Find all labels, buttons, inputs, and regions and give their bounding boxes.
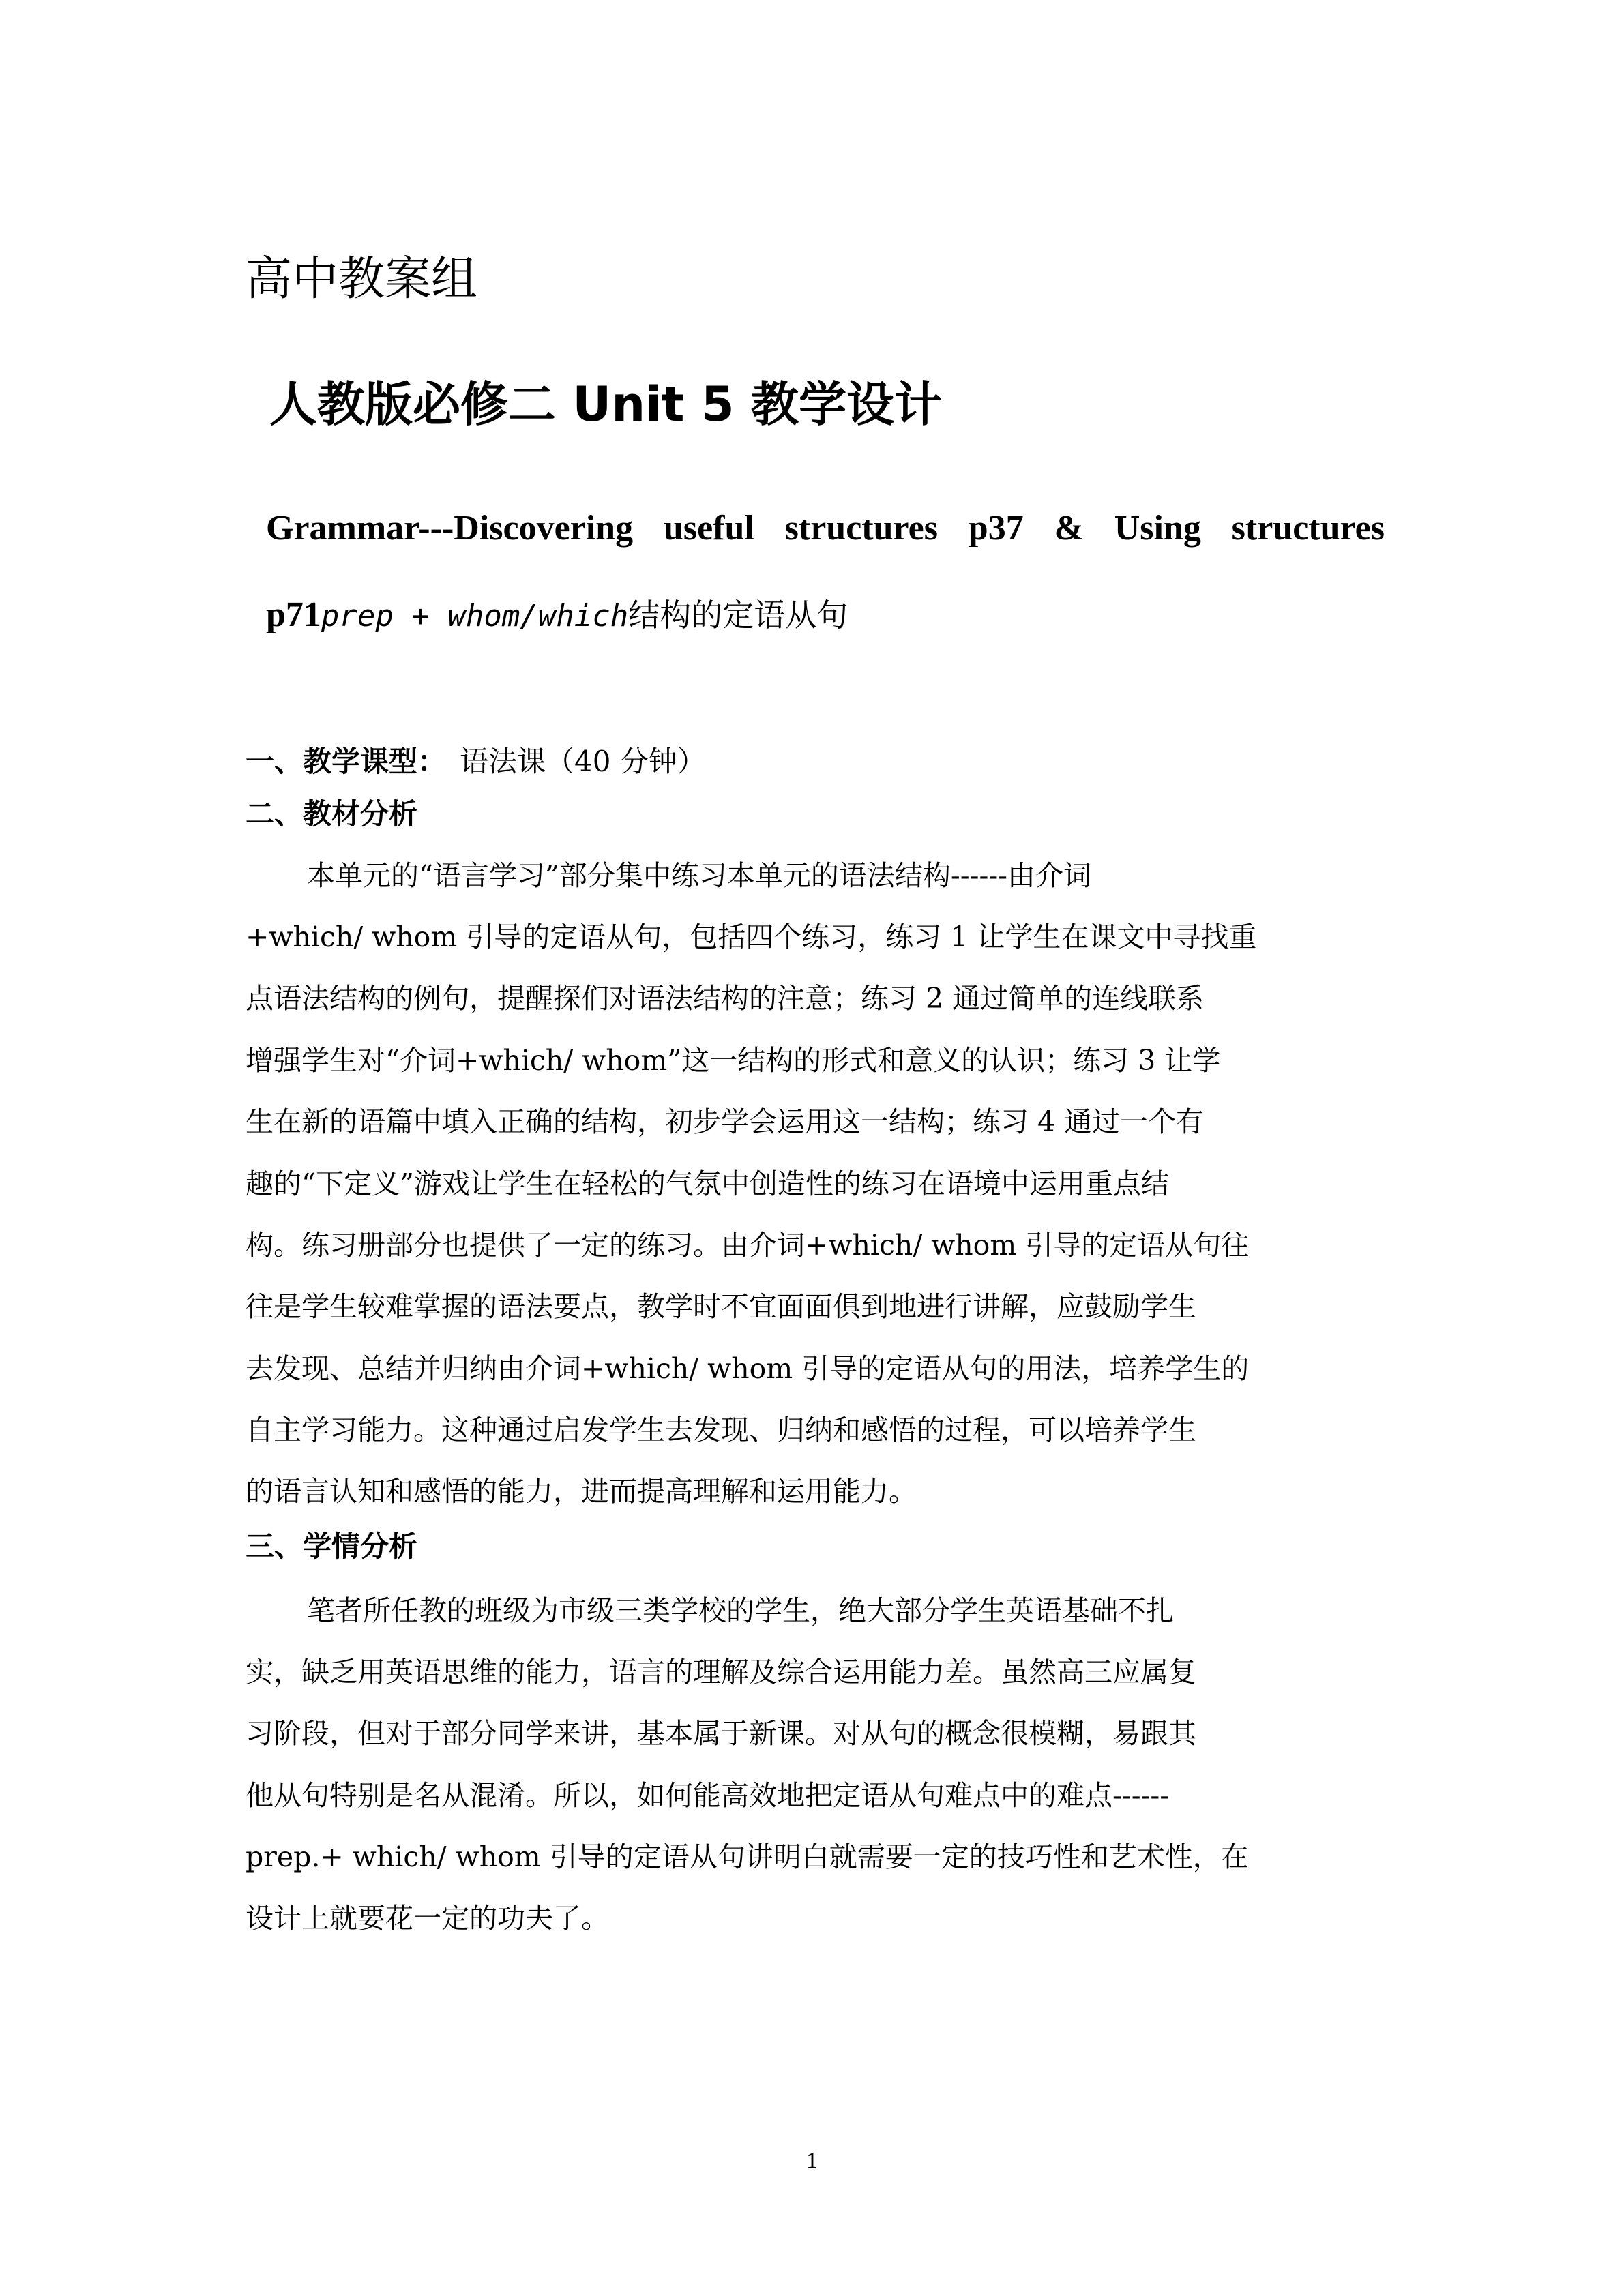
group-title: 高中教案组 [246, 252, 478, 306]
section-3-line: 习阶段，但对于部分同学来讲，基本属于新课。对从句的概念很模糊，易跟其 [246, 1717, 1196, 1750]
section-3-line: 设计上就要花一定的功夫了。 [246, 1902, 609, 1935]
page-number: 1 [806, 2148, 818, 2173]
section-3-line: 他从句特别是名从混淆。所以，如何能高效地把定语从句难点中的难点------ [246, 1779, 1170, 1812]
subtitle-structure-label: 结构的定语从句 [628, 597, 848, 633]
section-3-line: 实，缺乏用英语思维的能力，语言的理解及综合运用能力差。虽然高三应属复 [246, 1656, 1196, 1688]
section-2-line: 增强学生对“介词+which/ whom”这一结构的形式和意义的认识；练习 3 让学 [246, 1044, 1221, 1077]
section-2-line: 点语法结构的例句，提醒探们对语法结构的注意；练习 2 通过简单的连线联系 [246, 982, 1205, 1015]
section-2-line: 往是学生较难掌握的语法要点，教学时不宜面面俱到地进行讲解，应鼓励学生 [246, 1290, 1196, 1323]
subtitle-line-2 [266, 588, 1385, 644]
subtitle-page-ref: p71 [266, 595, 321, 634]
section-2-line: 去发现、总结并归纳由介词+which/ whom 引导的定语从句的用法，培养学生的 [246, 1352, 1250, 1385]
section-2-line: 的语言认知和感悟的能力，进而提高理解和运用能力。 [246, 1475, 917, 1508]
subtitle-formula: prep + whom/which [321, 599, 629, 633]
subtitle-line-1: Grammar---Discovering useful structures p37 & Using structures [266, 509, 1385, 548]
section-2-line: 自主学习能力。这种通过启发学生去发现、归纳和感悟的过程，可以培养学生 [246, 1414, 1196, 1446]
section-1-value: 语法课（40 分钟） [460, 745, 706, 778]
section-3-heading: 三、学情分析 [246, 1530, 418, 1563]
section-2-line: 生在新的语篇中填入正确的结构，初步学会运用这一结构；练习 4 通过一个有 [246, 1105, 1205, 1138]
section-2-line: 本单元的“语言学习”部分集中练习本单元的语法结构------由介词 [307, 859, 1092, 892]
section-2-heading: 二、教材分析 [246, 797, 418, 831]
document-title: 人教版必修二 Unit 5 教学设计 [269, 376, 942, 432]
section-1-label: 一、教学课型： [246, 745, 447, 778]
section-2-line: 构。练习册部分也提供了一定的练习。由介词+which/ whom 引导的定语从句往 [246, 1229, 1250, 1262]
section-3-line: prep.+ which/ whom 引导的定语从句讲明白就需要一定的技巧性和艺术性，在 [246, 1840, 1249, 1873]
section-3-line: 笔者所任教的班级为市级三类学校的学生，绝大部分学生英语基础不扎 [307, 1594, 1174, 1627]
section-2-line: +which/ whom 引导的定语从句，包括四个练习，练习 1 让学生在课文中寻找重 [246, 921, 1257, 953]
section-1-heading [246, 741, 706, 782]
section-2-line: 趣的“下定义”游戏让学生在轻松的气氛中创造性的练习在语境中运用重点结 [246, 1167, 1169, 1200]
